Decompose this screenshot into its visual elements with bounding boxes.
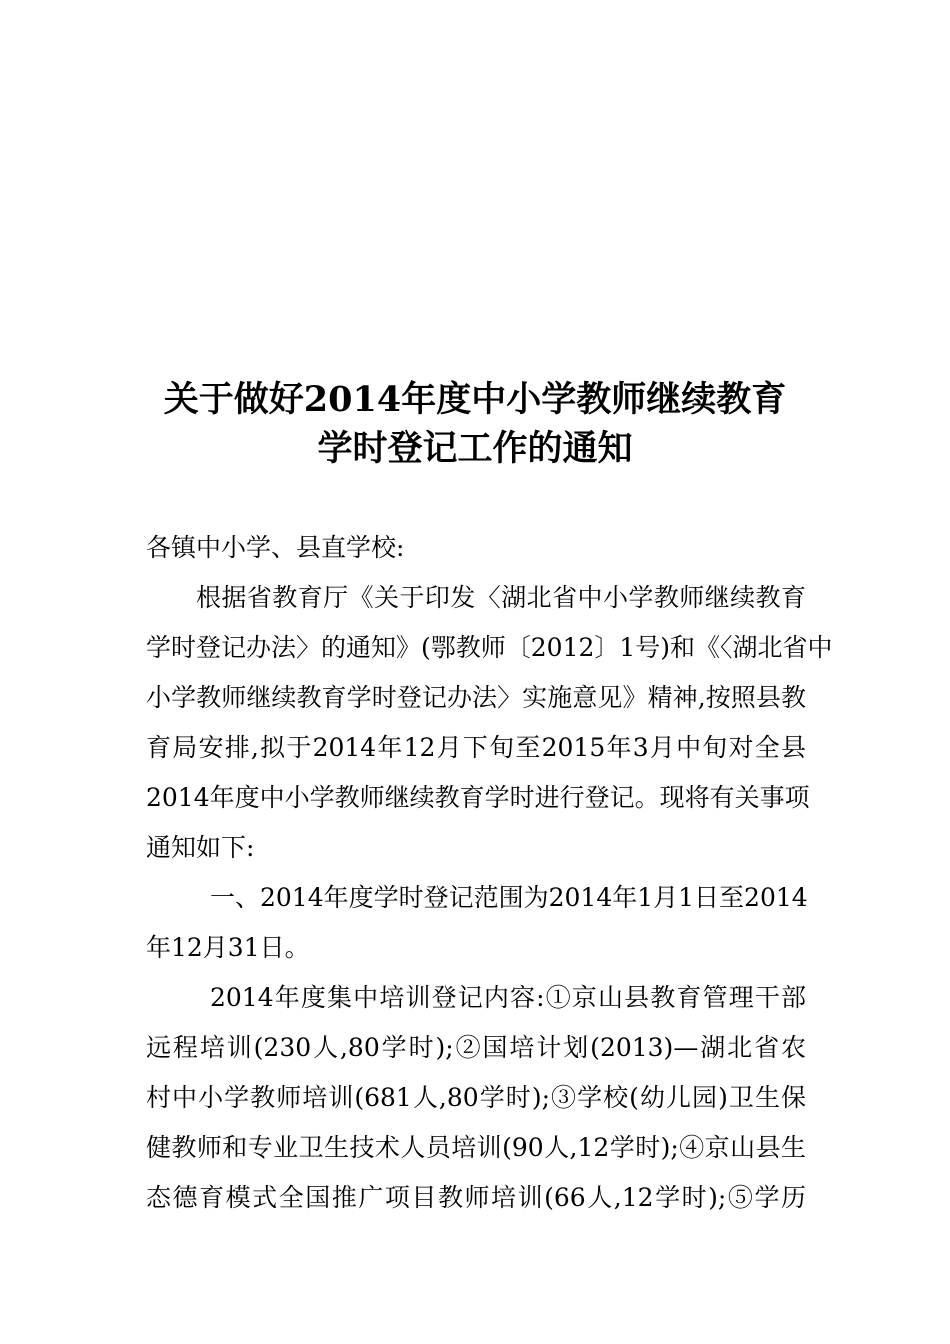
paragraph-1-line-3: 小学教师继续教育学时登记办法〉实施意见》精神,按照县教 <box>146 683 806 712</box>
document-title-line-1: 关于做好2014年度中小学教师继续教育 <box>163 379 787 420</box>
paragraph-3-line-3: 村中小学教师培训(681人,80学时);③学校(幼儿园)卫生保 <box>146 1083 806 1112</box>
paragraph-1-line-4: 育局安排,拟于2014年12月下旬至2015年3月中旬对全县 <box>146 733 806 762</box>
paragraph-1-line-2: 学时登记办法〉的通知》(鄂教师〔2012〕1号)和《〈湖北省中 <box>146 633 833 662</box>
salutation: 各镇中小学、县直学校: <box>146 533 405 562</box>
paragraph-2-line-1: 一、2014年度学时登记范围为2014年1月1日至2014 <box>210 883 808 912</box>
paragraph-1-line-1: 根据省教育厅《关于印发〈湖北省中小学教师继续教育 <box>196 583 806 612</box>
paragraph-3-line-4: 健教师和专业卫生技术人员培训(90人,12学时);④京山县生 <box>146 1133 806 1162</box>
paragraph-3-line-5: 态德育模式全国推广项目教师培训(66人,12学时);⑤学历 <box>146 1183 806 1212</box>
paragraph-3-line-2: 远程培训(230人,80学时);②国培计划(2013)—湖北省农 <box>146 1033 806 1062</box>
paragraph-1-line-6: 通知如下: <box>146 833 255 862</box>
document-body <box>146 523 833 1223</box>
paragraph-3-line-1: 2014年度集中培训登记内容:①京山县教育管理干部 <box>210 983 806 1012</box>
paragraph-2-line-2: 年12月31日。 <box>146 933 310 962</box>
paragraph-1-line-5: 2014年度中小学教师继续教育学时进行登记。现将有关事项 <box>146 783 810 812</box>
document-title-line-2: 学时登记工作的通知 <box>317 428 633 469</box>
